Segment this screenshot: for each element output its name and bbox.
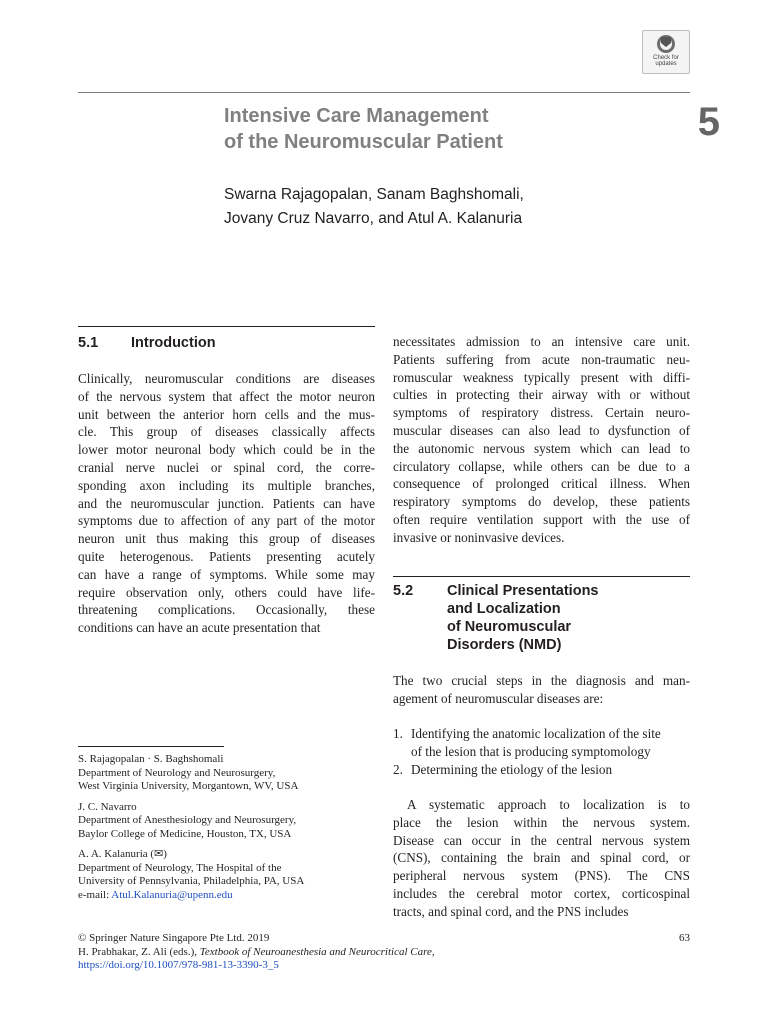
- text-line: threatening complications. Occasionally, these: [78, 602, 375, 618]
- intro-paragraph: [78, 370, 375, 637]
- chapter-title: [224, 103, 644, 155]
- author-affiliations: [78, 753, 378, 909]
- text-line: cle. This group of diseases classically affects: [78, 424, 375, 440]
- section-rule: [78, 326, 375, 327]
- section-title-line: Clinical Presentations: [447, 583, 599, 599]
- text-line: peripheral nervous system (PNS). The CNS: [393, 868, 690, 884]
- author-line: Swarna Rajagopalan, Sanam Baghshomali,: [224, 186, 524, 203]
- affiliation-line: Department of Anesthesiology and Neurosurgery,: [78, 814, 297, 826]
- footnote-rule: [78, 746, 224, 747]
- text-line: and the neuromuscular junction. Patients can have: [78, 495, 375, 511]
- affiliation: [78, 753, 378, 794]
- affiliation-line: J. C. Navarro: [78, 800, 137, 813]
- chapter-title-line: of the Neuromuscular Patient: [224, 131, 503, 153]
- section-number: 5.1: [78, 335, 99, 351]
- affiliation-line: A. A. Kalanuria (✉): [78, 848, 167, 860]
- text-line: The two crucial steps in the diagnosis and man-: [393, 673, 690, 688]
- text-line: includes the cerebral motor cortex, corticospinal: [393, 885, 690, 901]
- steps-list: [393, 725, 690, 778]
- affiliation-line: Department of Neurology, The Hospital of the: [78, 861, 282, 874]
- page-number: 63: [679, 932, 690, 944]
- text-line: romuscular weakness typically present with diffi-: [393, 369, 690, 385]
- list-item: [393, 761, 690, 779]
- text-line: Disease can occur in the central nervous system: [393, 832, 690, 848]
- page-footer: [78, 932, 690, 973]
- section-title-line: of Neuromuscular: [447, 619, 572, 635]
- localization-paragraph: [393, 796, 690, 921]
- text-line: place the lesion within the nervous system.: [393, 814, 690, 830]
- copyright-line: © Springer Nature Singapore Pte Ltd. 2019: [78, 932, 270, 944]
- chapter-number: 5: [697, 100, 720, 144]
- section-title: Introduction: [131, 335, 216, 351]
- text-line: unit between the anterior horn cells and the mus-: [78, 406, 375, 422]
- author-line: Jovany Cruz Navarro, and Atul A. Kalanuria: [224, 210, 523, 227]
- chapter-title-line: Intensive Care Management: [224, 105, 489, 127]
- list-item-line: Identifying the anatomic localization of the site: [411, 726, 661, 741]
- affiliation-line: Baylor College of Medicine, Houston, TX, USA: [78, 827, 292, 840]
- doi-link[interactable]: https://doi.org/10.1007/978-981-13-3390-3_5: [78, 959, 279, 971]
- text-line: consequence of prolonged critical illness. When: [393, 476, 690, 492]
- text-line: symptoms due to affection of any part of the motor: [78, 513, 375, 529]
- text-line: neuron unit thus making this group of diseases: [78, 531, 375, 547]
- section-title-line: and Localization: [447, 601, 561, 617]
- text-line: agement of neuromuscular diseases are:: [393, 690, 604, 706]
- text-line: A systematic approach to localization is to: [407, 797, 690, 812]
- affiliation-line: Department of Neurology and Neurosurgery,: [78, 766, 276, 779]
- email-line: [78, 889, 378, 903]
- list-item: [393, 725, 690, 761]
- book-title: Textbook of Neuroanesthesia and Neurocritical Care: [199, 945, 432, 958]
- list-item-line: of the lesion that is producing symptomology: [411, 743, 651, 759]
- crossmark-icon: [656, 34, 676, 54]
- text-line: Patients suffering from acute non-traumatic neu-: [393, 351, 690, 367]
- affiliation: [78, 801, 378, 842]
- text-line: muscular diseases can also lead to dysfunction of: [393, 422, 690, 438]
- header-rule: [78, 92, 690, 93]
- text-line: Clinically, neuromuscular conditions are diseases: [78, 371, 375, 386]
- citation-suffix: ,: [431, 945, 435, 958]
- text-line: (CNS), containing the brain and spinal cord, or: [393, 850, 690, 866]
- intro-paragraph-continued: [393, 333, 690, 547]
- section-title-line: Disorders (NMD): [447, 637, 562, 653]
- text-line: symptoms of respiratory distress. Certain neuro-: [393, 405, 690, 421]
- text-line: of the nervous system that affect the motor neuron: [78, 388, 375, 404]
- text-line: tracts, and spinal cord, and the PNS includes: [393, 903, 629, 919]
- section2-intro: [393, 672, 690, 708]
- text-line: cranial nerve nuclei or spinal cord, the corre-: [78, 459, 375, 475]
- text-line: the autonomic nervous system which can lead to: [393, 440, 690, 456]
- badge-label: Check for updates: [653, 55, 679, 67]
- text-line: culties in protecting their airway with or without: [393, 387, 690, 403]
- text-line: invasive or noninvasive devices.: [393, 529, 565, 545]
- list-item-number: 2.: [393, 761, 403, 777]
- affiliation-line: West Virginia University, Morgantown, WV, USA: [78, 780, 299, 792]
- citation-line: [78, 946, 690, 960]
- text-line: lower motor neuronal body which could be in the: [78, 442, 375, 458]
- text-line: conditions can have an acute presentation that: [78, 620, 321, 636]
- text-line: can have a range of symptoms. While some may: [78, 566, 375, 582]
- section-number: 5.2: [393, 583, 414, 599]
- text-line: necessitates admission to an intensive care unit.: [393, 334, 690, 349]
- email-label: e-mail:: [78, 888, 112, 901]
- check-for-updates-badge[interactable]: [642, 30, 690, 74]
- section-rule: [393, 576, 690, 577]
- affiliation-line: S. Rajagopalan · S. Baghshomali: [78, 753, 224, 765]
- citation-prefix: H. Prabhakar, Z. Ali (eds.),: [78, 945, 200, 958]
- email-link[interactable]: Atul.Kalanuria@upenn.edu: [111, 888, 233, 901]
- text-line: require observation only, others could have life-: [78, 584, 375, 600]
- text-line: quite heterogenous. Patients presenting acutely: [78, 548, 375, 564]
- list-item-number: 1.: [393, 726, 403, 741]
- text-line: often require ventilation support with the use of: [393, 511, 690, 527]
- affiliation: [78, 848, 378, 902]
- section-title: [447, 582, 687, 654]
- list-item-line: Determining the etiology of the lesion: [411, 761, 613, 777]
- text-line: respiratory symptoms do develop, these patients: [393, 494, 690, 510]
- text-line: circulatory collapse, while others can be due to a: [393, 458, 690, 474]
- text-line: sponding axon including its multiple branches,: [78, 477, 375, 493]
- affiliation-line: University of Pennsylvania, Philadelphia, PA, USA: [78, 875, 305, 887]
- chapter-authors: [224, 183, 644, 231]
